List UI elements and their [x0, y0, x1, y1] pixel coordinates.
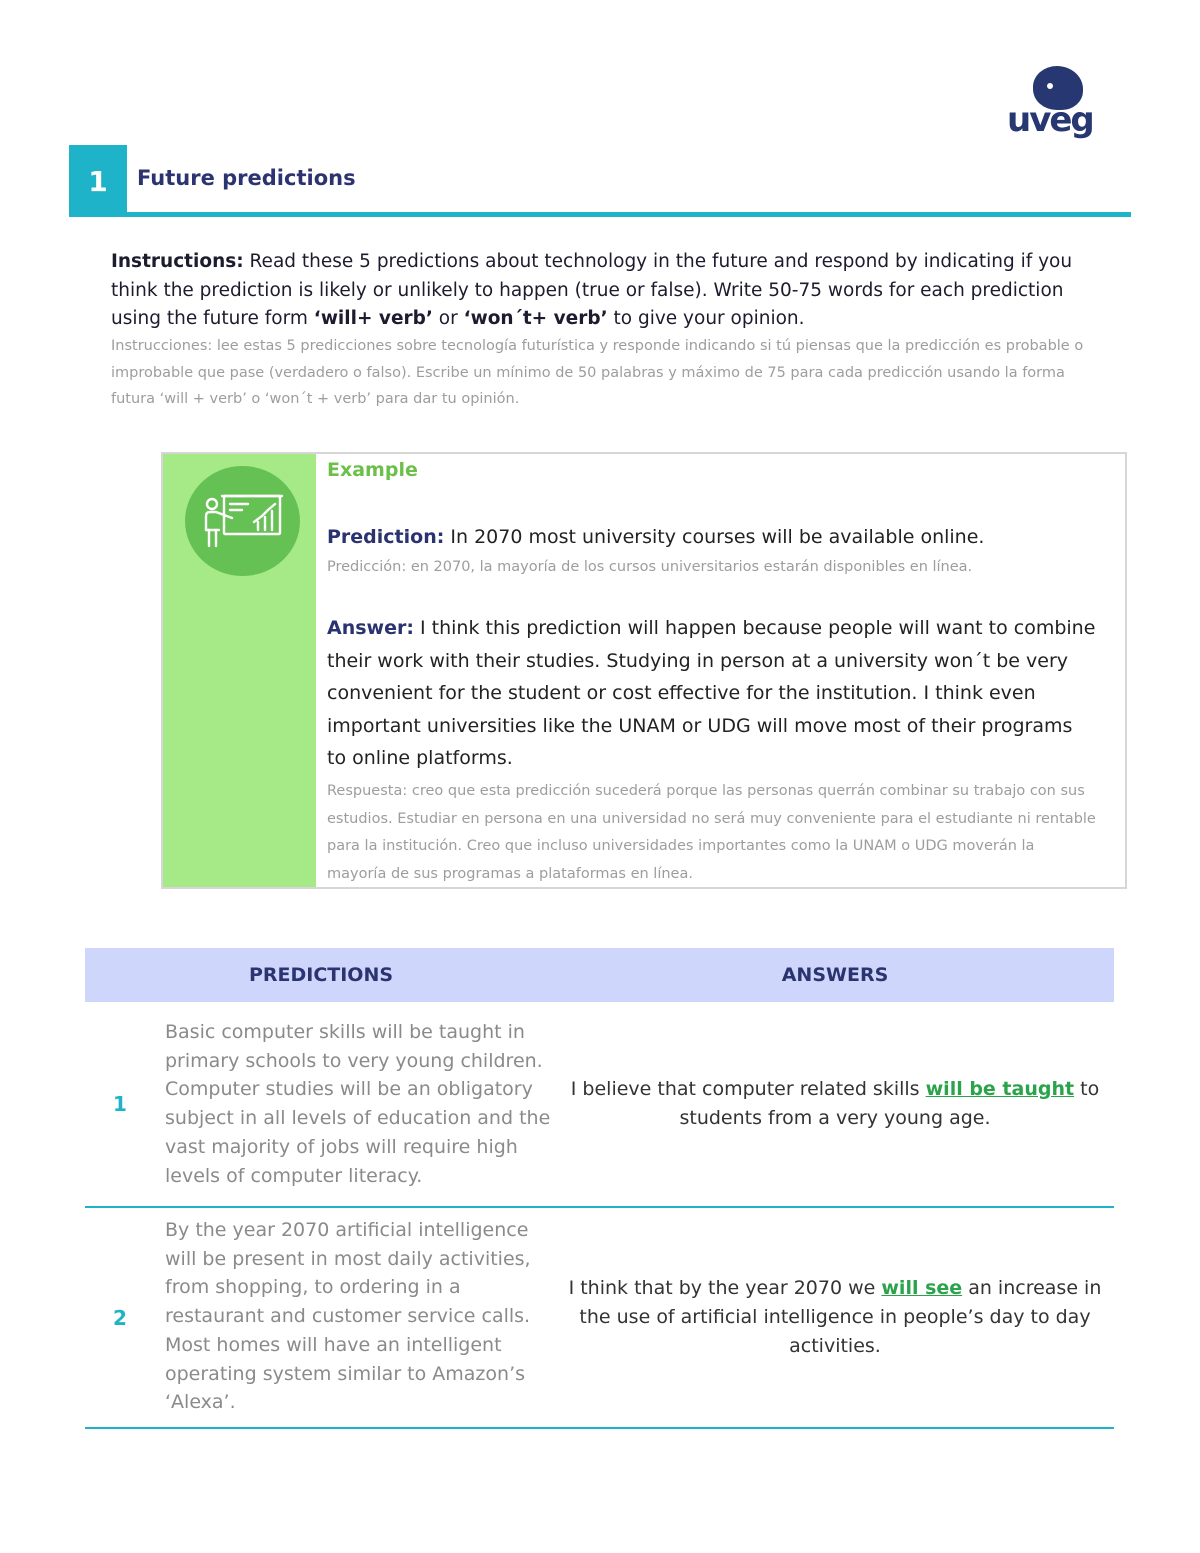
- instructions-text-1: Read these 5 predictions about technology in the future and respond by indicating if you think the prediction is likely or unlikely to happen (true or false). Write 50-75 words for each prediction using the future form: [111, 251, 1073, 329]
- row-number: 1: [113, 1092, 127, 1116]
- answer-highlight: will be taught: [925, 1078, 1075, 1101]
- row-prediction: Basic computer skills will be taught in primary schools to very young children. Computer studies will be an obligatory subject in all levels of education and the vast majority of jobs will require high levels of computer literacy.: [165, 1021, 551, 1187]
- example-sidebar: [163, 454, 316, 887]
- instructions-form-will: ‘will+ verb’: [313, 308, 433, 329]
- example-answer-es: [327, 778, 1097, 888]
- example-answer: [327, 612, 1097, 775]
- instructions-form-wont: ‘won´t+ verb’: [463, 308, 608, 329]
- instructions-en: [111, 248, 1101, 334]
- table-row: [85, 1208, 1114, 1429]
- answer-before: I believe that computer related skills: [570, 1078, 926, 1101]
- example-prediction: [327, 526, 1117, 548]
- row-answer[interactable]: [561, 1208, 1109, 1427]
- presentation-chart-icon: [185, 466, 300, 576]
- instructions-text-2: to give your opinion.: [607, 308, 805, 329]
- instructions-label: Instructions:: [111, 251, 244, 272]
- section-title: Future predictions: [137, 166, 356, 190]
- row-answer[interactable]: [561, 1002, 1109, 1206]
- answer-before: I think that by the year 2070 we: [568, 1277, 882, 1300]
- logo-text: uveg: [1007, 100, 1093, 140]
- instructions-es: Instrucciones: lee estas 5 predicciones sobre tecnología futurística y responde indicando si tú piensas que la predicción es probable o improbable que pase (verdadero o falso). Escribe un mínimo de 50 palabras y máximo de 75 para cada predicción usando la forma futura ‘will + verb’ o ‘won´t + verb’ para dar tu opinión.: [111, 338, 1084, 407]
- table-row: [85, 1002, 1114, 1208]
- answer-text: I think this prediction will happen because people will want to combine their work with their studies. Studying in person at a university won´t be very convenient for the student or cost effective for the institution. I think even important universities like the UNAM or UDG will move most of their programs to online platforms.: [327, 617, 1096, 769]
- prediction-text: In 2070 most university courses will be available online.: [444, 526, 985, 548]
- section-divider: [69, 212, 1131, 217]
- header-predictions: PREDICTIONS: [248, 964, 394, 986]
- answer-highlight: will see: [881, 1277, 963, 1300]
- prediction-label: Prediction:: [327, 526, 445, 548]
- section-number: 1: [69, 145, 127, 217]
- uveg-logo: [1005, 66, 1097, 150]
- example-prediction-es: Predicción: en 2070, la mayoría de los cursos universitarios estarán disponibles en línea.: [327, 559, 973, 575]
- row-number: 2: [113, 1305, 127, 1330]
- row-prediction: By the year 2070 artificial intelligence will be present in most daily activities, from shopping, to ordering in a restaurant and customer service calls. Most homes will have an intelligent operating system similar to Amazon’s ‘Alexa’.: [165, 1219, 531, 1414]
- answer-label: Answer:: [327, 617, 414, 639]
- answer-es-text: creo que esta predicción sucederá porque las personas querrán combinar su trabajo con sus estudios. Estudiar en persona en una universidad no será muy conveniente para el estudiante ni rentable para la institución. Creo que incluso universidades importantes como la UNAM o UDG moverán la mayoría de sus programas a plataformas en línea.: [327, 783, 1096, 882]
- example-label: Example: [327, 459, 418, 481]
- answer-es-label: Respuesta:: [327, 783, 408, 799]
- answer-after: to students from a very young age.: [679, 1078, 1100, 1129]
- header-answers: ANSWERS: [781, 964, 889, 986]
- example-box: [161, 452, 1127, 889]
- answer-after: an increase in the use of artificial intelligence in people’s day to day activities.: [579, 1277, 1102, 1357]
- instructions-text-or: or: [432, 308, 464, 329]
- table-header: [85, 948, 1114, 1002]
